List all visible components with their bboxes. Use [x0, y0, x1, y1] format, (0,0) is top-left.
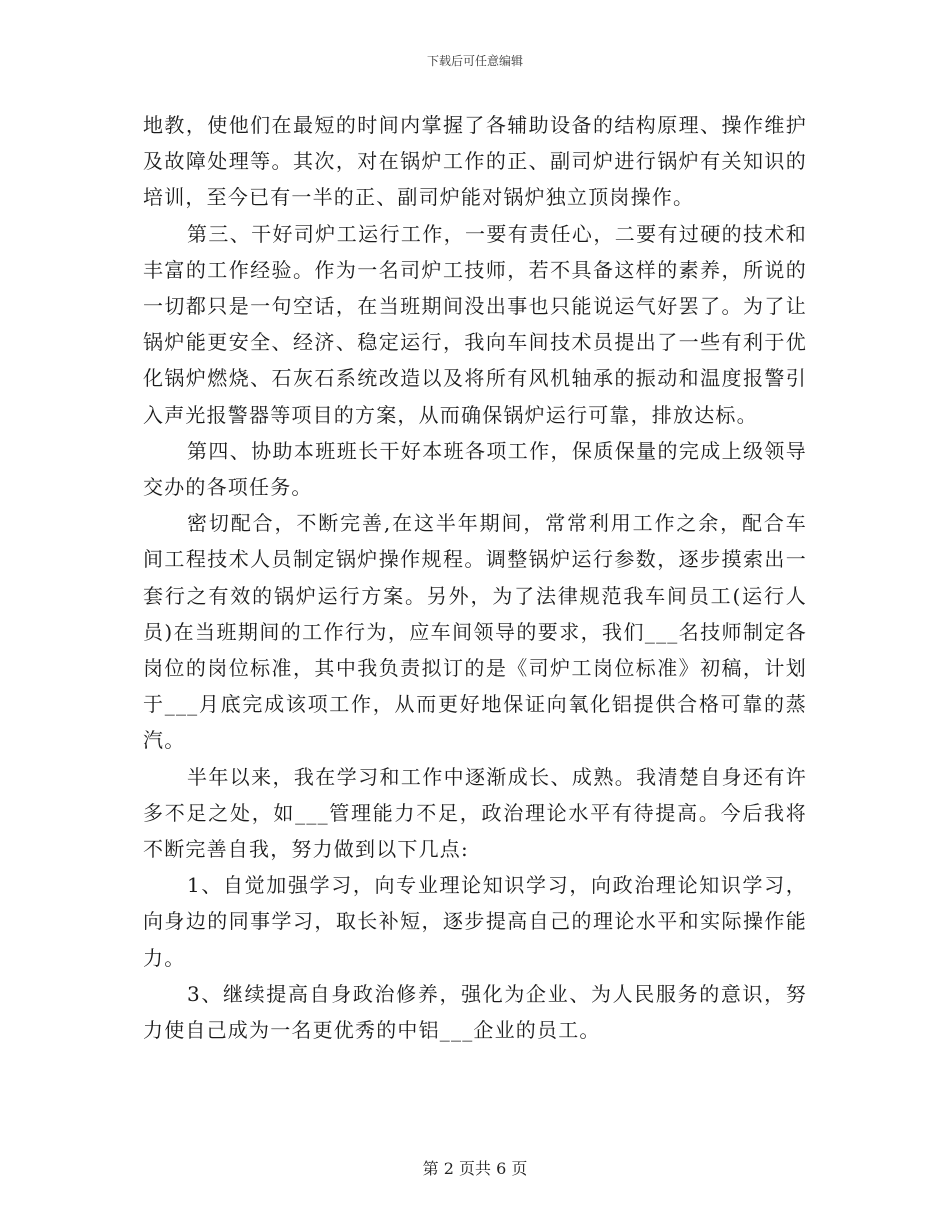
paragraph: 第四、协助本班班长干好本班各项工作，保质保量的完成上级领导交办的各项任务。 [143, 438, 807, 500]
paragraph: 半年以来，我在学习和工作中逐渐成长、成熟。我清楚自身还有许多不足之处，如___管理能力不足，政治理论水平有待提高。今后我将不断完善自我，努力做到以下几点: [143, 764, 807, 862]
page-number-footer: 第 2 页共 6 页 [422, 1159, 528, 1178]
paragraph: 第三、干好司炉工运行工作，一要有责任心，二要有过硬的技术和丰富的工作经验。作为一名司炉工技师，若不具备这样的素养，所说的一切都只是一句空话，在当班期间没出事也只能说运气好罢了。为了让锅炉能更安全、经济、稳定运行，我向车间技术员提出了一些有利于优化锅炉燃烧、石灰石系统改造以及将所有风机轴承的振动和温度报警引入声光报警器等项目的方案，从而确保锅炉运行可靠，排放达标。 [143, 221, 807, 427]
paragraph: 地教，使他们在最短的时间内掌握了各辅助设备的结构原理、操作维护及故障处理等。其次，对在锅炉工作的正、副司炉进行锅炉有关知识的培训，至今已有一半的正、副司炉能对锅炉独立顶岗操作。 [143, 113, 807, 210]
paragraph: 密切配合，不断完善,在这半年期间，常常利用工作之余，配合车间工程技术人员制定锅炉操作规程。调整锅炉运行参数，逐步摸索出一套行之有效的锅炉运行方案。另外，为了法律规范我车间员工(运行人员)在当班期间的工作行为，应车间领导的要求，我们___名技师制定各岗位的岗位标准，其中我负责拟订的是《司炉工岗位标准》初稿，计划于___月底完成该项工作，从而更好地保证向氧化铝提供合格可靠的蒸汽。 [143, 511, 807, 753]
list-item: 3、继续提高自身政治修养，强化为企业、为人民服务的意识，努力使自己成为一名更优秀的中铝___企业的员工。 [143, 981, 807, 1043]
list-item: 1、自觉加强学习，向专业理论知识学习，向政治理论知识学习，向身边的同事学习，取长补短，逐步提高自己的理论水平和实际操作能力。 [143, 873, 807, 970]
page-header: 下载后可任意编辑 [426, 54, 523, 68]
document-body [143, 107, 807, 1048]
